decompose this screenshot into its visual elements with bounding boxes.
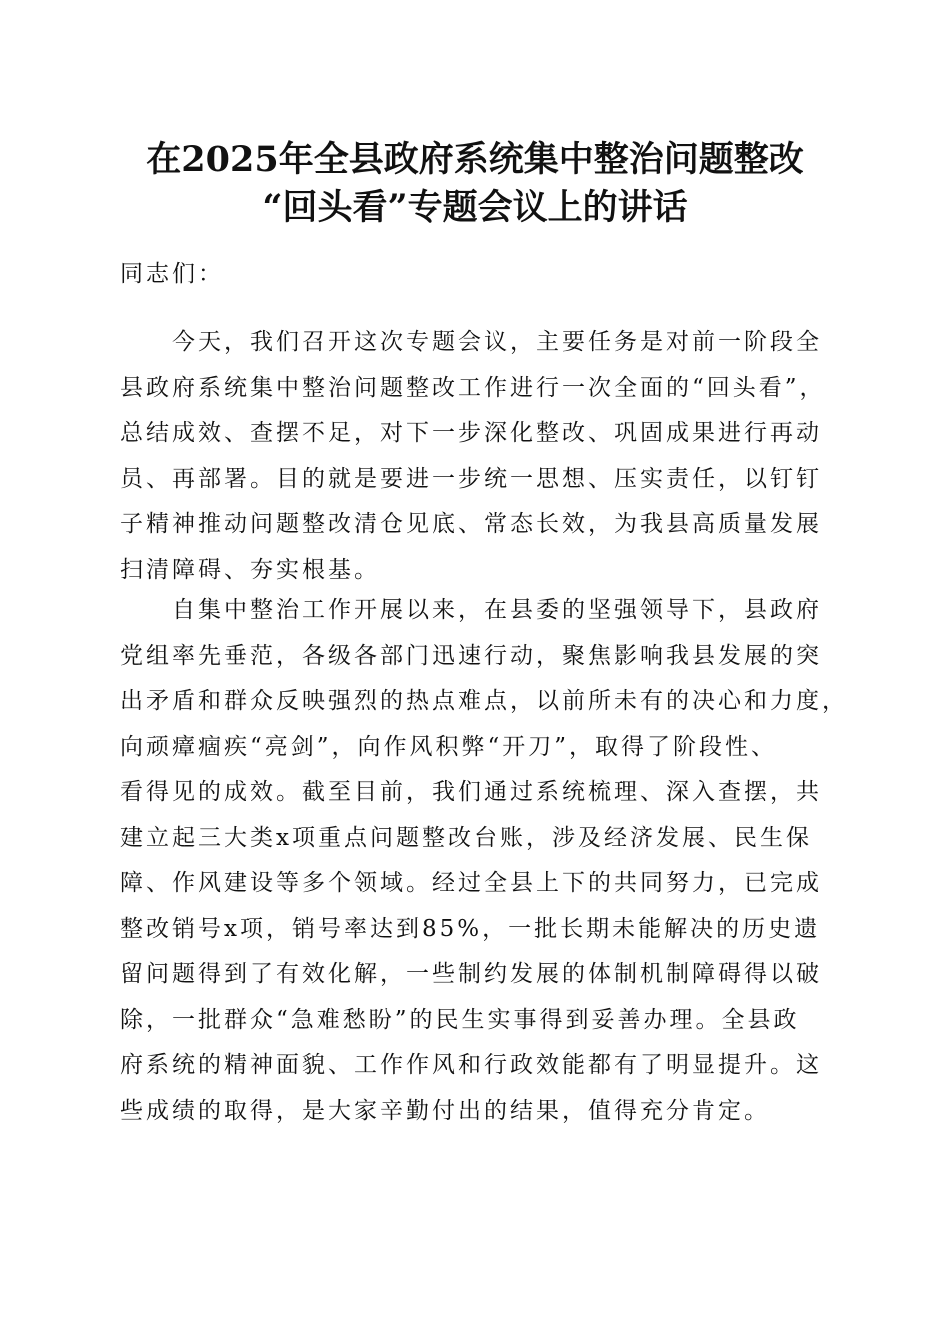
paragraph-line: 员、再部署。目的就是要进一步统一思想、压实责任，以钉钉 (120, 465, 822, 492)
paragraph-line: 除，一批群众“急难愁盼”的民生实事得到妥善办理。全县政 (120, 1006, 800, 1033)
paragraph-2 (120, 588, 848, 1134)
paragraph-line: 些成绩的取得，是大家辛勤付出的结果，值得充分肯定。 (120, 1097, 770, 1124)
paragraph-line: 建立起三大类x项重点问题整改台账，涉及经济发展、民生保 (120, 824, 812, 851)
paragraph-line: 总结成效、查摆不足，对下一步深化整改、巩固成果进行再动 (120, 420, 822, 446)
paragraph-line: 向顽瘴痼疾“亮剑”，向作风积弊“开刀”，取得了阶段性、 (120, 733, 778, 760)
document-title-line-1: 在2025年全县政府系统集中整治问题整改 (146, 139, 804, 180)
paragraph-line: 障、作风建设等多个领域。经过全县上下的共同努力，已完成 (120, 870, 822, 896)
paragraph-line: 出矛盾和群众反映强烈的热点难点，以前所未有的决心和力度， (120, 688, 848, 714)
paragraph-line: 整改销号x项，销号率达到85%，一批长期未能解决的历史遗 (120, 915, 821, 942)
paragraph-1 (120, 320, 830, 593)
paragraph-line: 今天，我们召开这次专题会议，主要任务是对前一阶段全 (172, 329, 822, 355)
salutation: 同志们： (120, 261, 224, 287)
paragraph-line: 府系统的精神面貌、工作作风和行政效能都有了明显提升。这 (120, 1052, 822, 1078)
paragraph-line: 看得见的成效。截至目前，我们通过系统梳理、深入查摆，共 (120, 779, 822, 805)
paragraph-line: 县政府系统集中整治问题整改工作进行一次全面的“回头看”， (120, 374, 826, 401)
paragraph-line: 党组率先垂范，各级各部门迅速行动，聚焦影响我县发展的突 (120, 642, 822, 669)
paragraph-line: 留问题得到了有效化解，一些制约发展的体制机制障碍得以破 (120, 961, 822, 987)
paragraph-line: 自集中整治工作开展以来，在县委的坚强领导下，县政府 (172, 597, 822, 623)
paragraph-line: 子精神推动问题整改清仓见底、常态长效，为我县高质量发展 (120, 511, 822, 537)
document-title-line-2: “回头看”专题会议上的讲话 (262, 187, 688, 228)
paragraph-line: 扫清障碍、夯实根基。 (120, 556, 380, 583)
